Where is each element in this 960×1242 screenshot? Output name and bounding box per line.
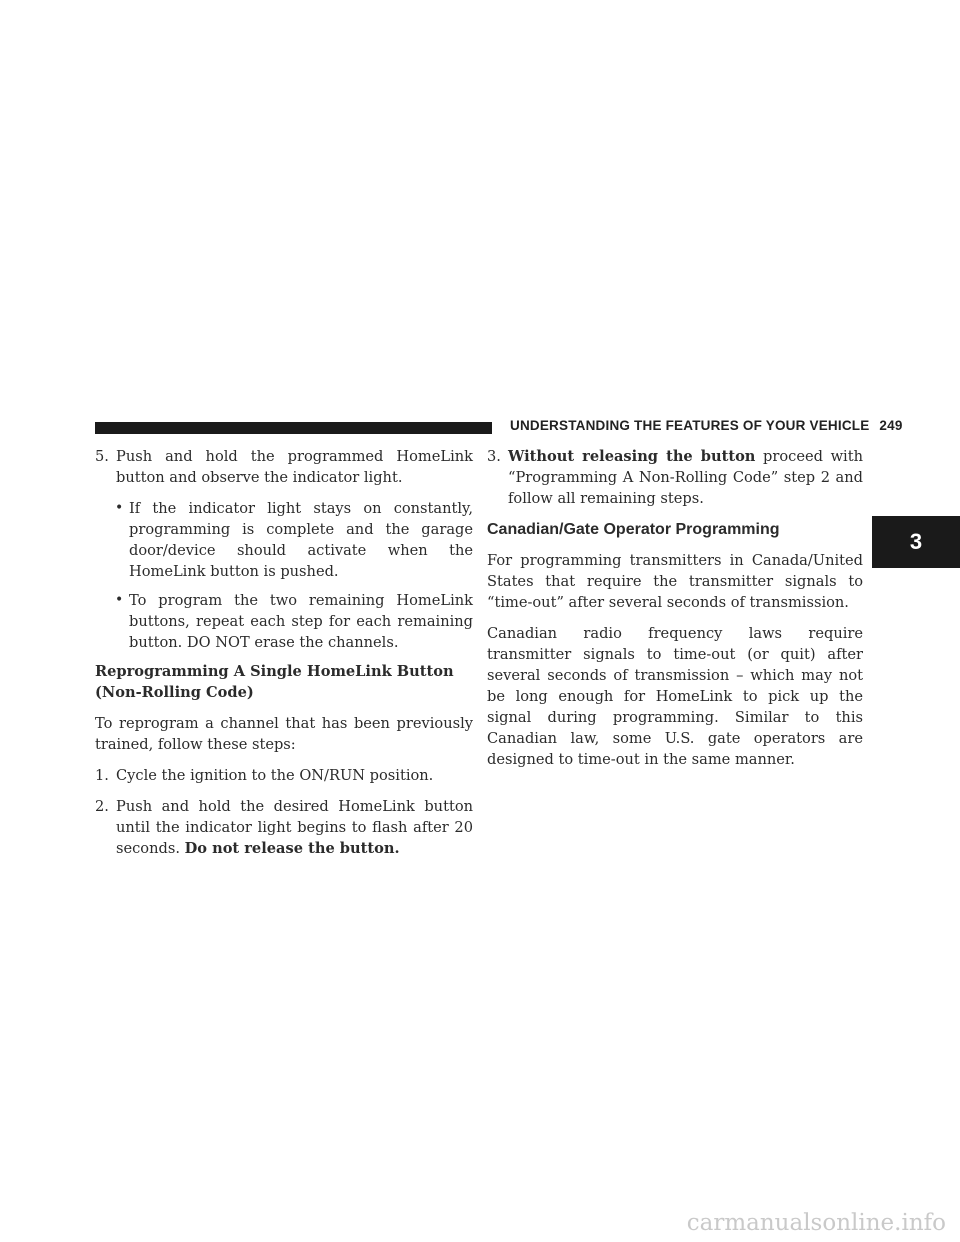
step-text: Cycle the ignition to the ON/RUN position. [116,767,434,784]
section-heading: Canadian/Gate Operator Programming [487,521,780,538]
bullet-item [115,590,473,653]
step-body [116,796,473,859]
bullet-text: If the indicator light stays on constantly, programming is complete and the garage door/device should activate when the HomeLink button is pushed. [129,500,473,580]
header-rule [95,422,492,434]
bullet-icon: • [115,592,124,608]
step-body [508,446,863,509]
step-number: 1. [95,767,109,784]
subheading [95,661,473,703]
paragraph: Canadian radio frequency laws require transmitter signals to time-out (or quit) after several seconds of transmission – which may not be long enough for HomeLink to pick up the signal during programming. Similar to this Canadian law, some U.S. gate operators are designed to time-out in the same manner. [487,625,863,768]
bullet-item [115,498,473,582]
left-column [95,446,473,869]
bullet-icon: • [115,500,124,516]
step-number: 5. [95,448,109,465]
chapter-tab [872,516,960,568]
step-2 [95,796,473,859]
right-column [487,446,863,780]
subheading-line: (Non-Rolling Code) [95,684,254,701]
step-number: 3. [487,448,501,465]
chapter-tab-label: 3 [909,529,923,554]
running-header [510,418,903,433]
paragraph: For programming transmitters in Canada/United States that require the transmitter signals to “time-out” after several seconds of transmission. [487,552,863,611]
step-text: Push and hold the programmed HomeLink button and observe the indicator light. [116,448,473,486]
page-number: 249 [879,418,903,433]
chapter-title: UNDERSTANDING THE FEATURES OF YOUR VEHICLE [510,418,870,433]
step-5 [95,446,473,488]
step-number: 2. [95,798,109,815]
watermark: carmanualsonline.info [686,1210,946,1236]
step-text: proceed with “Programming A Non-Rolling Code” step 2 and follow all remaining steps. [508,448,863,507]
step-3 [487,446,863,509]
intro-paragraph: To reprogram a channel that has been previously trained, follow these steps: [95,715,473,753]
subheading-line: Reprogramming A Single HomeLink Button [95,663,454,680]
step-emphasis: Without releasing the button [508,448,756,465]
step-warning: Do not release the button. [184,840,400,857]
bullet-text: To program the two remaining HomeLink buttons, repeat each step for each remaining button. DO NOT erase the channels. [129,592,473,651]
step-1 [95,765,473,786]
step-text: Push and hold the desired HomeLink button until the indicator light begins to flash after 20 seconds. [116,798,473,857]
